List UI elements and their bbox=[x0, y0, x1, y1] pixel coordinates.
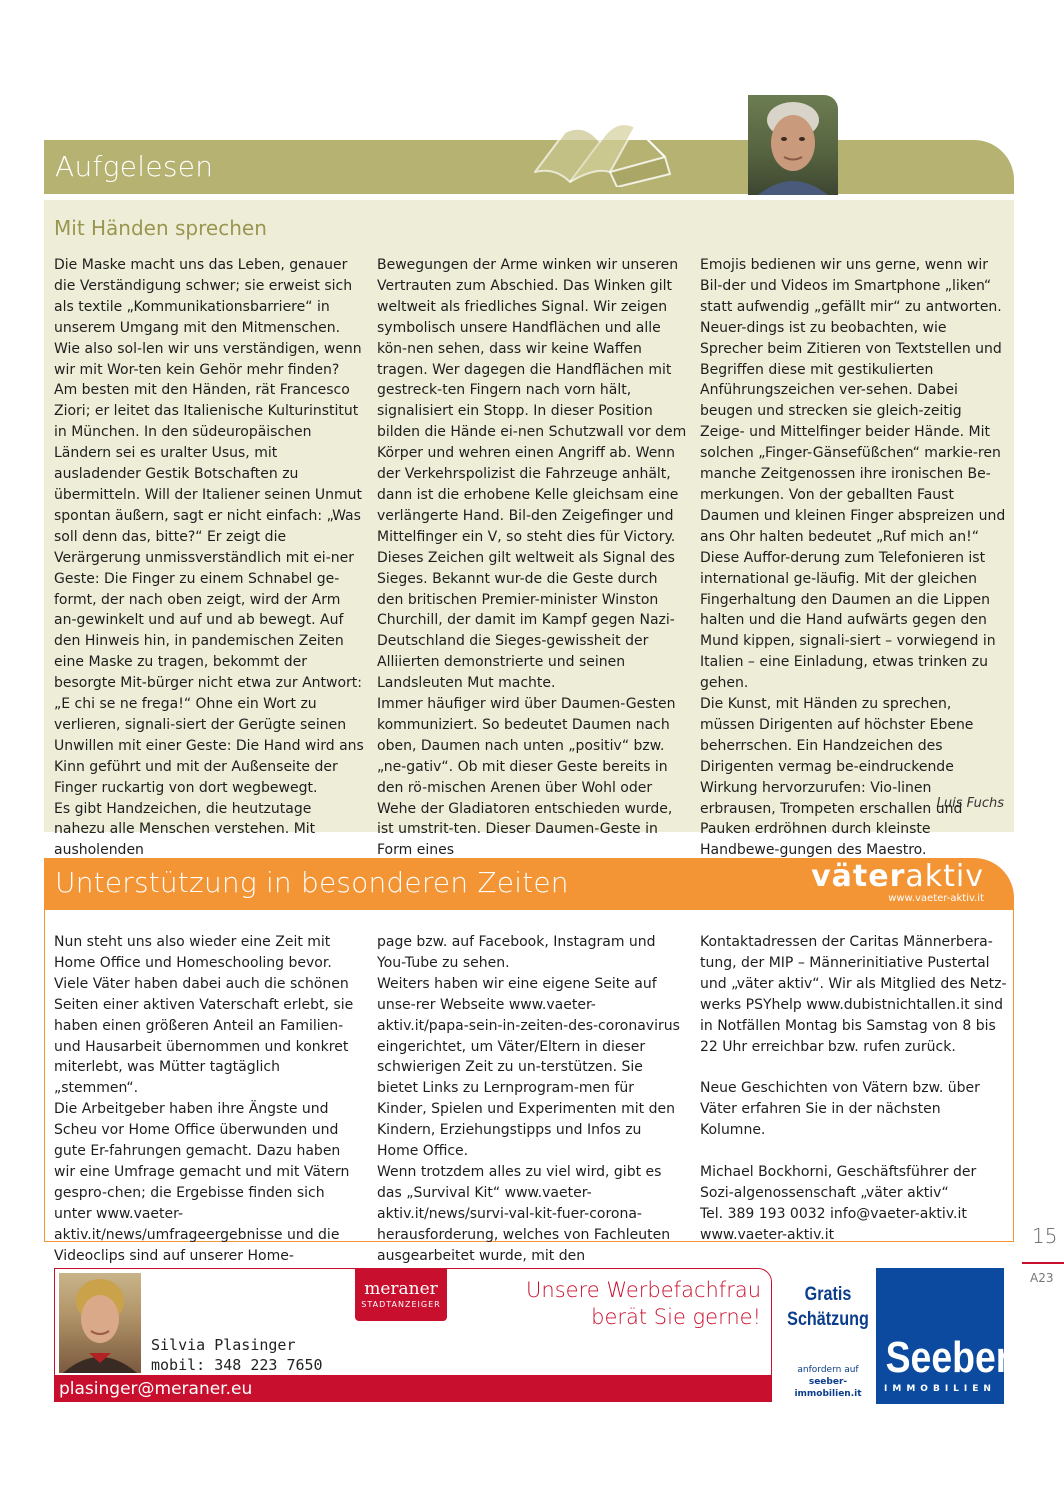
logo-bold-text: väter bbox=[811, 859, 906, 894]
slogan-line-1: Unsere Werbefachfrau bbox=[526, 1278, 761, 1302]
logo-url: www.vaeter-aktiv.it bbox=[888, 893, 984, 904]
logo-light-text: aktiv bbox=[905, 859, 984, 894]
unterstuetzung-column-1: Nun steht uns also wieder eine Zeit mit Home Office und Homeschooling bevor. Viele Väter haben dabei auch die schönen Seiten einer aktiven Vaterschaft erlebt, sie haben einen größeren Anteil an Familien- und Hausarbeit übernommen und konkret miterlebt, was Mütter tagtäglich „stemmen“. Die Arbeitgeber haben ihre Ängste und Scheu vor Home Office überwunden und gute Er-fahrungen gemacht. Dazu haben wir eine Umfrage gemacht und mit Vätern gespro-chen; die Ergebisse finden sich unter www.vaeter-aktiv.it/news/umfrageergebnisse und die Videoclips sind auf unserer Home- bbox=[54, 934, 354, 1264]
gratis-schaetzung-text bbox=[786, 1282, 871, 1332]
meraner-logo bbox=[355, 1269, 447, 1321]
advisor-email[interactable]: plasinger@meraner.eu bbox=[59, 1379, 253, 1399]
portrait-figure-icon bbox=[59, 1273, 141, 1373]
author-portrait bbox=[748, 95, 838, 195]
seeber-sub: IMMOBILIEN bbox=[884, 1384, 996, 1394]
aufgelesen-title: Aufgelesen bbox=[55, 150, 214, 183]
seeber-brand: Seeber bbox=[885, 1333, 1011, 1382]
article-author: Luis Fuchs bbox=[936, 796, 1004, 811]
seeber-website[interactable]: seeber-immobilien.it bbox=[794, 1377, 862, 1399]
ad-slogan bbox=[526, 1277, 761, 1331]
page-number-divider bbox=[1022, 1262, 1064, 1264]
request-line-1: anfordern auf bbox=[797, 1365, 859, 1375]
page-number: 15 bbox=[1032, 1224, 1058, 1248]
gratis-line-1: Gratis bbox=[804, 1284, 852, 1305]
advisor-phone: mobil: 348 223 7650 bbox=[151, 1356, 323, 1374]
aufgelesen-column-1: Die Maske macht uns das Leben, genauer die Verständigung schwer; sie erweist sich als textile „Kommunikationsbarriere“ in unserem Umgang mit den Mitmenschen. Wie also sol-len wir uns verständigen, wenn wir mit Wor-ten kein Gehör mehr finden? Am besten mit den Händen, rät Francesco Ziori; er leitet das Italienische Kulturinstitut in München. In den südeuropäischen Ländern sei es uralter Usus, mit ausladender Gestik Botschaften zu übermitteln. Will der Italiener seinen Unmut spontan äußern, sagt er nicht einfach: „Was soll denn das, bitte?“ Er zeigt die Verärgerung unmissverständlich mit ei-ner Geste: Die Finger zu einem Schnabel ge-formt, der nach oben zeigt, wird der Arm an-gewinkelt und auf und ab bewegt. Auf den Hinweis hin, in pandemischen Zeiten eine Maske zu tragen, bekommt der besorgte Mit-bürger nicht etwa zur Antwort: „E chi se ne frega!“ Ohne ein Wort zu verlieren, signali-siert der Gerügte seinen Unwillen mit einer Geste: Die Hand wird ans Kinn geführt und mit der Außenseite der Finger ruckartig von dort wegbewegt. Es gibt Handzeichen, die heutzutage nahezu alle Menschen verstehen. Mit ausholenden bbox=[54, 257, 364, 859]
meraner-advertisement[interactable] bbox=[54, 1268, 772, 1402]
portrait-figure-icon bbox=[748, 95, 838, 195]
aufgelesen-column-2: Bewegungen der Arme winken wir unseren Vertrauten zum Abschied. Das Winken gilt weltweit als friedliches Signal. Wir zeigen symbolisch unsere Handflächen und alle kön-nen sehen, dass wir keine Waffen tragen. Wer dagegen die Handflächen mit gestreck-ten Fingern nach vorn hält, signalisiert ein Stopp. In dieser Position bilden die Hände ei-nen Schutzwall vor dem Körper und wehren einen Angriff ab. Wenn der Verkehrspolizist die Fahrzeuge anhält, dann ist die erhobene Kelle gleichsam eine verlängerte Hand. Bil-den Zeigefinger und Mittelfinger ein V, so steht dies für Victory. Dieses Zeichen gilt weltweit als Signal des Sieges. Bekannt wur-de die Geste durch den britischen Premier-minister Winston Churchill, der damit im Kampf gegen Nazi-Deutschland die Sieges-gewissheit der Alliierten demonstrierte und seinen Landsleuten Mut machte. Immer häufiger wird über Daumen-Gesten kommuniziert. So bedeutet Daumen nach oben, Daumen nach unten „positiv“ bzw. „ne-gativ“. Ob mit dieser Geste bereits in den rö-mischen Arenen über Wohl oder Wehe der Gladiatoren entschieden wurde, ist umstrit-ten. Dieser Daumen-Geste in Form eines bbox=[377, 257, 687, 859]
gratis-line-2: Schätzung bbox=[787, 1309, 869, 1330]
page-code: A23 bbox=[1030, 1271, 1054, 1285]
open-book-icon bbox=[525, 112, 675, 187]
slogan-line-2: berät Sie gerne! bbox=[591, 1305, 761, 1329]
meraner-logo-line2: STADTANZEIGER bbox=[361, 1300, 441, 1309]
unterstuetzung-title: Unterstützung in besonderen Zeiten bbox=[55, 866, 569, 899]
seeber-advertisement[interactable] bbox=[778, 1268, 1011, 1406]
advisor-photo bbox=[59, 1273, 141, 1373]
unterstuetzung-column-3: Kontaktadressen der Caritas Männerbera-tung, der MIP – Männerinitiative Pustertal und „väter aktiv“. Wir als Mitglied des Netz-werks PSYhelp www.dubistnichtallen.it sind in Notfällen Montag bis Samstag von 8 bis 22 Uhr erreichbar bzw. rufen zurück. Neue Geschichten von Vätern bzw. über Väter erfahren Sie in der nächsten Kolumne. Michael Bockhorni, Geschäftsführer der Sozi-algenossenschaft „väter aktiv“ Tel. 389 193 0032 info@vaeter-aktiv.it www.vaeter-aktiv.it bbox=[700, 934, 1007, 1243]
aufgelesen-subtitle: Mit Händen sprechen bbox=[54, 216, 267, 240]
unterstuetzung-column-2: page bzw. auf Facebook, Instagram und You-Tube zu sehen. Weiters haben wir eine eigene Seite auf unse-rer Webseite www.vaeter-aktiv.it/papa-sein-in-zeiten-des-coronavirus eingerichtet, um Väter/Eltern in dieser schwierigen Zeit zu un-terstützen. Sie bietet Links zu Lernprogram-men für Kinder, Spielen und Experimenten mit den Kindern, Erziehungstipps und Infos zu Home Office. Wenn trotzdem alles zu viel wird, gibt es das „Survival Kit“ www.vaeter-aktiv.it/news/survi-val-kit-fuer-corona-herausforderung, welches von Fachleuten ausgearbeitet wurde, mit den bbox=[377, 934, 680, 1264]
seeber-logo-box bbox=[876, 1268, 1011, 1404]
meraner-logo-line1: meraner bbox=[364, 1279, 438, 1299]
vaeter-aktiv-logo bbox=[811, 858, 984, 904]
advisor-contact bbox=[151, 1335, 323, 1375]
advisor-name: Silvia Plasinger bbox=[151, 1336, 296, 1354]
aufgelesen-column-3: Emojis bedienen wir uns gerne, wenn wir Bil-der und Videos im Smartphone „liken“ statt aufwendig „gefällt mir“ zu antworten. Neuer-dings ist zu beobachten, wie Sprecher beim Zitieren von Textstellen und Begriffen diese mit gestikulierten Anführungszeichen ver-sehen. Dabei beugen und strecken sie gleich-zeitig Zeige- und Mittelfinger beider Hände. Mit solchen „Finger-Gänsefüßchen“ markie-ren manche Zeitgenossen ihre ironischen Be-merkungen. Von der geballten Faust Daumen und kleinen Finger abspreizen und ans Ohr halten bedeutet „Ruf mich an!“ Diese Auffor-derung zum Telefonieren ist international ge-läufig. Mit der gleichen Fingerhaltung den Daumen an die Lippen halten und die Hand aufwärts gegen den Mund kippen, signali-siert – vorwiegend in Italien – eine Einladung, etwas trinken zu gehen. Die Kunst, mit Händen zu sprechen, müssen Dirigenten auf höchster Ebene beherrschen. Ein Handzeichen des Dirigenten vermag be-eindruckende Wirkung hervorzurufen: Vio-linen erbrausen, Trompeten erschallen und Pauken erdröhnen durch kleinste Handbewe-gungen des Maestro. bbox=[700, 257, 1006, 859]
seeber-request-text bbox=[778, 1364, 878, 1400]
